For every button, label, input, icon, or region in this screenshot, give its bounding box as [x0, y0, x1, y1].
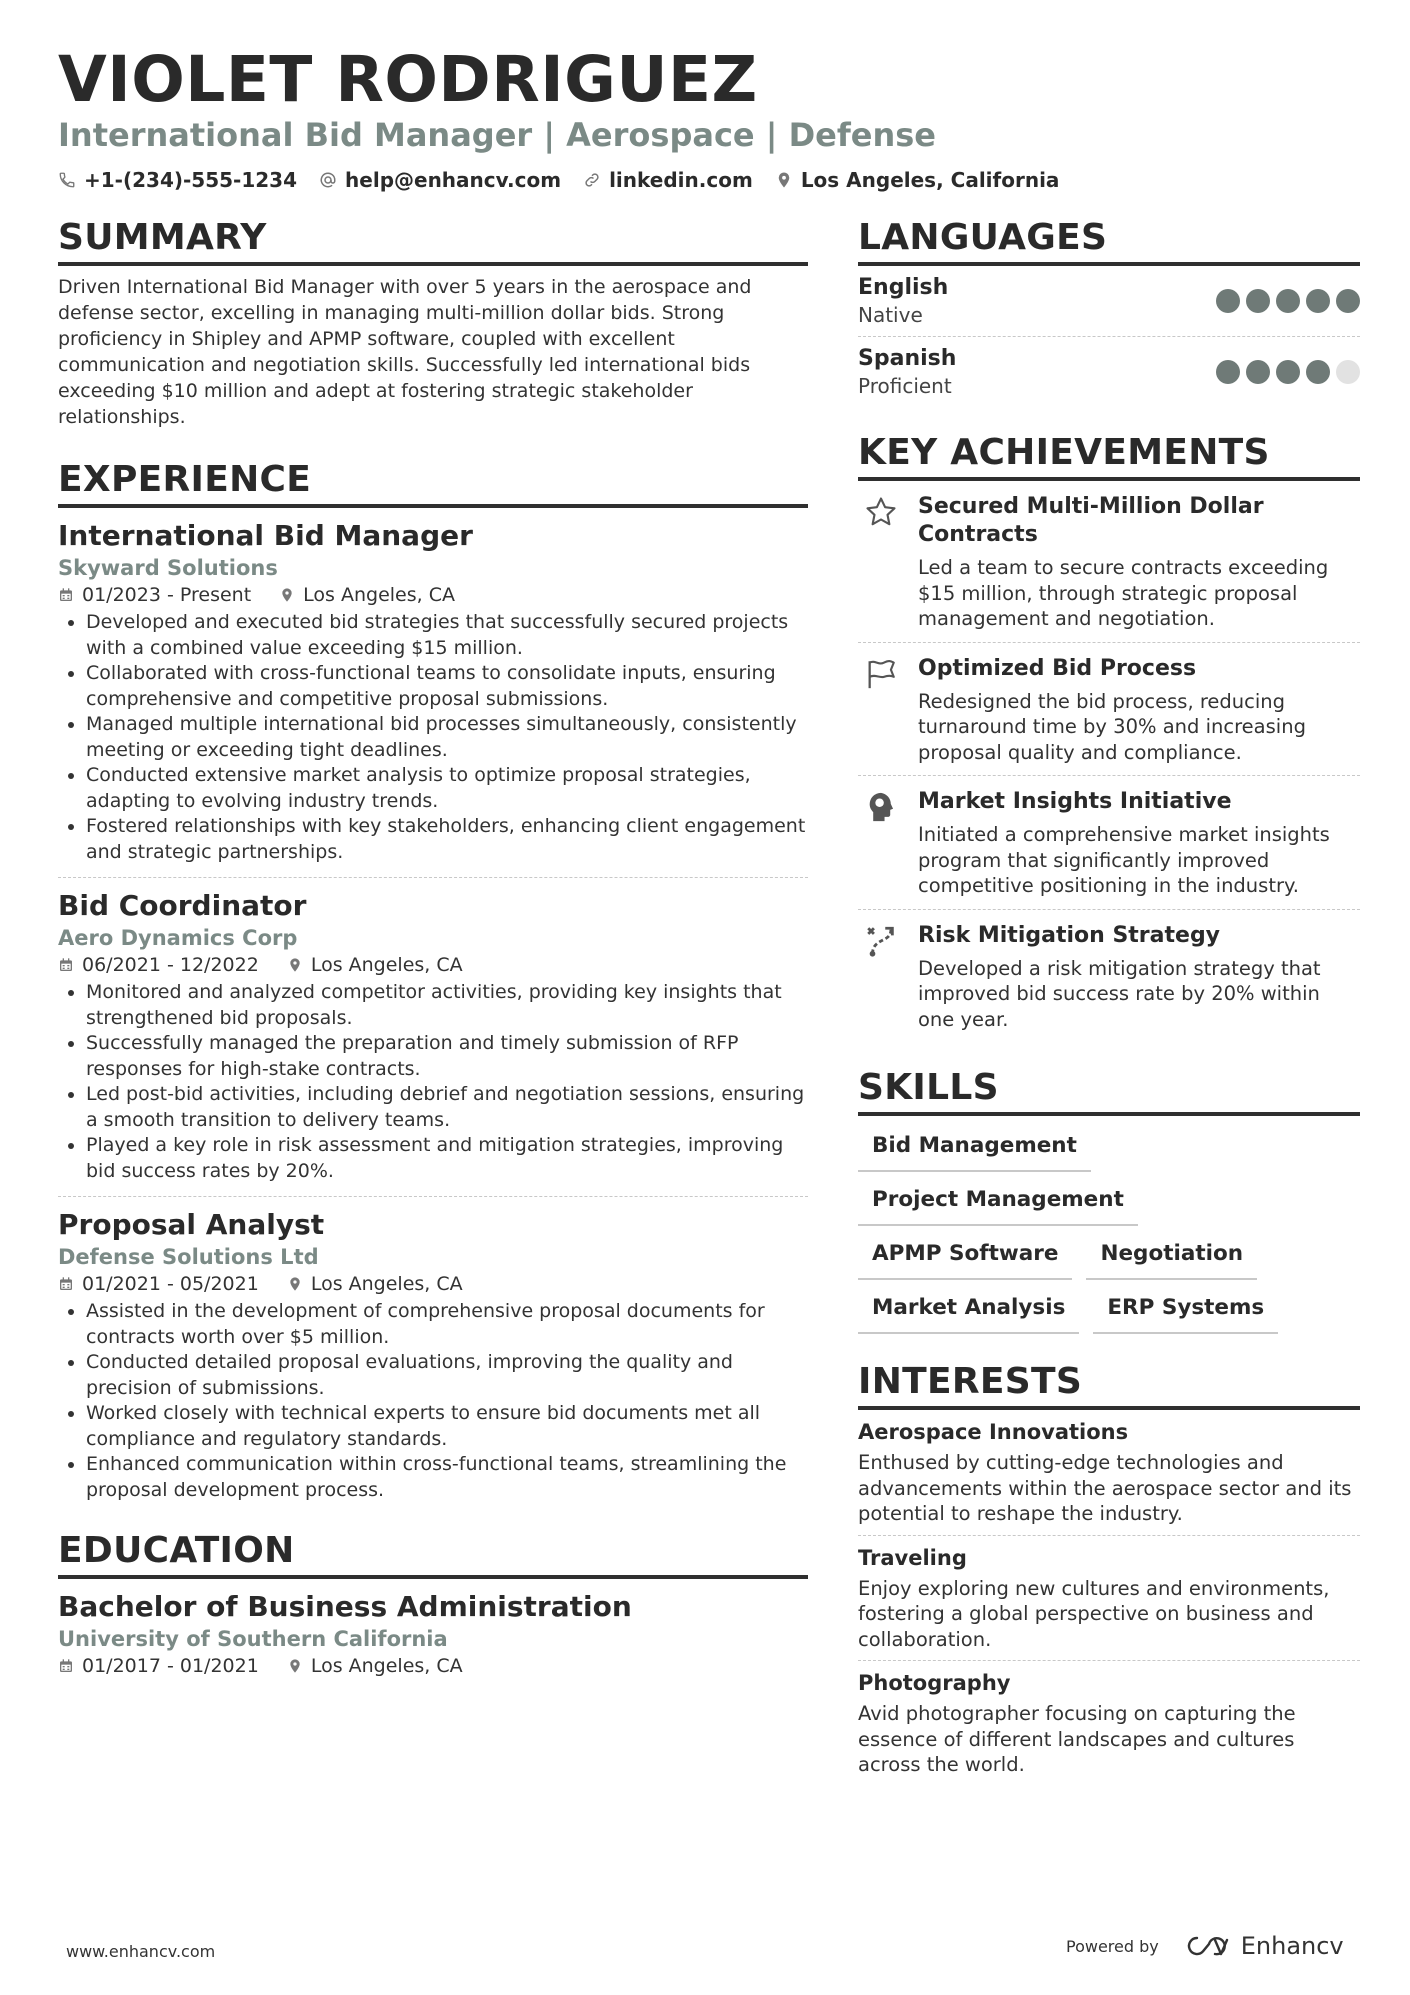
achievements-section — [858, 431, 1360, 1042]
job-dates — [58, 1273, 259, 1295]
language-rating — [1216, 360, 1360, 384]
education-dates — [58, 1655, 259, 1677]
school-name: University of Southern California — [58, 1627, 448, 1651]
strategy-icon — [864, 924, 898, 958]
calendar-icon — [58, 1276, 74, 1292]
achievement-item — [858, 643, 1360, 777]
bullet: • Assisted in the development of comprehensive proposal documents for contracts worth over $5 million. — [86, 1299, 808, 1350]
achievement-title: Optimized Bid Process — [918, 655, 1197, 681]
location-icon — [287, 1658, 303, 1674]
footer-branding — [1066, 1932, 1344, 1960]
rating-dot-filled — [1246, 289, 1270, 313]
job-bullets — [58, 1299, 808, 1503]
bullet: • Conducted extensive market analysis to optimize proposal strategies, adapting to evolving industry trends. — [86, 763, 808, 814]
achievement-title: Risk Mitigation Strategy — [918, 922, 1221, 948]
job-title: Proposal Analyst — [58, 1208, 325, 1241]
bullet: • Worked closely with technical experts to ensure bid documents met all compliance and regulatory standards. — [86, 1401, 808, 1452]
experience-section — [58, 458, 808, 1515]
interest-title: Photography — [858, 1671, 1011, 1695]
experience-title: EXPERIENCE — [58, 458, 808, 508]
contact-location — [775, 168, 1060, 192]
education-meta — [58, 1655, 808, 1677]
job-location-text: Los Angeles, CA — [310, 1273, 463, 1295]
location-icon — [287, 1276, 303, 1292]
job-dates — [58, 584, 251, 606]
rating-dot-filled — [1216, 360, 1240, 384]
phone-icon — [58, 171, 76, 189]
language-name: Spanish — [858, 346, 957, 371]
bullet: • Managed multiple international bid processes simultaneously, consistently meeting or exceeding tight deadlines. — [86, 712, 808, 763]
job-location — [279, 584, 455, 606]
skill-tag: Project Management — [858, 1178, 1138, 1226]
language-name: English — [858, 275, 949, 300]
bullet: • Monitored and analyzed competitor activities, providing key insights that strengthened bid proposals. — [86, 980, 808, 1031]
company-name: Defense Solutions Ltd — [58, 1245, 319, 1269]
achievement-desc: Redesigned the bid process, reducing turnaround time by 30% and increasing proposal quality and compliance. — [918, 689, 1306, 764]
contact-location-text: Los Angeles, California — [800, 168, 1060, 192]
education-dates-text: 01/2017 - 01/2021 — [82, 1655, 259, 1677]
job-location-text: Los Angeles, CA — [303, 584, 455, 606]
company-name: Skyward Solutions — [58, 556, 278, 580]
left-column — [58, 216, 808, 1721]
contact-phone-text: +1-(234)-555-1234 — [84, 168, 298, 192]
job-dates-text: 06/2021 - 12/2022 — [82, 954, 259, 976]
skills-list — [858, 1116, 1360, 1334]
link-icon — [583, 171, 601, 189]
experience-item — [58, 878, 808, 1197]
location-icon — [279, 587, 295, 603]
interest-desc: Enjoy exploring new cultures and environments, fostering a global perspective on business and collaboration. — [858, 1576, 1330, 1651]
job-title: Bid Coordinator — [58, 889, 307, 922]
rating-dot-filled — [1306, 360, 1330, 384]
rating-dot-filled — [1306, 289, 1330, 313]
interests-section — [858, 1360, 1360, 1786]
brand-name: Enhancv — [1240, 1932, 1344, 1960]
interest-item — [858, 1536, 1360, 1662]
contact-phone[interactable] — [58, 168, 297, 192]
interest-desc: Enthused by cutting-edge technologies and advancements within the aerospace sector and its potential to reshape the industry. — [858, 1451, 1352, 1525]
job-title: International Bid Manager — [58, 519, 473, 552]
education-section — [58, 1529, 808, 1693]
summary-section — [58, 216, 808, 430]
language-level: Proficient — [858, 374, 952, 398]
achievement-item — [858, 910, 1360, 1043]
skills-title: SKILLS — [858, 1066, 1360, 1116]
bullet: • Enhanced communication within cross-functional teams, streamlining the proposal development process. — [86, 1452, 808, 1503]
location-icon — [287, 957, 303, 973]
interest-title: Aerospace Innovations — [858, 1420, 1129, 1444]
interest-item — [858, 1410, 1360, 1536]
rating-dot-filled — [1336, 289, 1360, 313]
job-location — [287, 1273, 463, 1295]
location-icon — [775, 171, 793, 189]
education-location — [287, 1655, 463, 1677]
interest-desc: Avid photographer focusing on capturing the essence of different landscapes and cultures across the world. — [858, 1702, 1296, 1776]
summary-title: SUMMARY — [58, 216, 808, 266]
bullet: • Successfully managed the preparation and timely submission of RFP responses for high-stake contracts. — [86, 1031, 808, 1082]
skill-tag: ERP Systems — [1093, 1286, 1278, 1334]
skill-tag: Negotiation — [1086, 1232, 1257, 1280]
bullet: • Led post-bid activities, including debrief and negotiation sessions, ensuring a smooth transition to delivery teams. — [86, 1082, 808, 1133]
rating-dot-empty — [1336, 360, 1360, 384]
achievement-title: Market Insights Initiative — [918, 789, 1232, 814]
contact-linkedin[interactable] — [583, 168, 753, 192]
language-level: Native — [858, 303, 923, 327]
footer-website[interactable]: www.enhancv.com — [66, 1942, 216, 1961]
calendar-icon — [58, 587, 74, 603]
at-icon — [319, 171, 337, 189]
experience-item — [58, 1197, 808, 1515]
bullet: • Conducted detailed proposal evaluations, improving the quality and precision of submissions. — [86, 1350, 808, 1401]
flag-icon — [864, 657, 898, 691]
headline: International Bid Manager | Aerospace | Defense — [58, 116, 936, 154]
rating-dot-filled — [1246, 360, 1270, 384]
skill-tag: APMP Software — [858, 1232, 1072, 1280]
achievement-item — [858, 481, 1360, 643]
rating-dot-filled — [1216, 289, 1240, 313]
powered-by-label: Powered by — [1066, 1936, 1159, 1956]
language-item — [858, 337, 1360, 407]
job-dates-text: 01/2023 - Present — [82, 584, 252, 606]
experience-item — [58, 508, 808, 878]
languages-section — [858, 216, 1360, 407]
job-meta — [58, 1273, 808, 1295]
interest-item — [858, 1661, 1360, 1786]
summary-text: Driven International Bid Manager with over 5 years in the aerospace and defense sector, excelling in managing multi-million dollar bids. Strong proficiency in Shipley and APMP software, coupled with excellent communication and negotiation skills. Successfully led international bids exceeding $10 million and adept at fostering strategic stakeholder relationships. — [58, 276, 752, 428]
company-name: Aero Dynamics Corp — [58, 926, 298, 950]
language-rating — [1216, 289, 1360, 313]
job-location-text: Los Angeles, CA — [310, 954, 463, 976]
achievement-desc: Led a team to secure contracts exceeding $15 million, through strategic proposal management and negotiation. — [918, 556, 1329, 630]
candidate-name: VIOLET RODRIGUEZ — [58, 43, 758, 116]
language-item — [858, 266, 1360, 337]
job-meta — [58, 584, 808, 606]
calendar-icon — [58, 1658, 74, 1674]
bullet: • Collaborated with cross-functional teams to consolidate inputs, ensuring comprehensive and competitive proposal submissions. — [86, 661, 808, 712]
languages-title: LANGUAGES — [858, 216, 1360, 266]
education-title: EDUCATION — [58, 1529, 808, 1579]
star-icon — [864, 495, 898, 529]
job-dates-text: 01/2021 - 05/2021 — [82, 1273, 259, 1295]
contact-linkedin-text: linkedin.com — [609, 168, 753, 192]
achievement-item — [858, 776, 1360, 910]
achievement-title: Secured Multi-Million Dollar Contracts — [918, 494, 1264, 547]
skill-tag: Bid Management — [858, 1124, 1091, 1172]
skills-section — [858, 1066, 1360, 1334]
bullet: • Fostered relationships with key stakeholders, enhancing client engagement and strategic partnerships. — [86, 814, 808, 865]
bullet: • Developed and executed bid strategies that successfully secured projects with a combined value exceeding $15 million. — [86, 610, 808, 661]
job-bullets — [58, 610, 808, 865]
degree: Bachelor of Business Administration — [58, 1590, 632, 1623]
rating-dot-filled — [1276, 289, 1300, 313]
education-item — [58, 1579, 808, 1693]
achievement-desc: Developed a risk mitigation strategy that improved bid success rate by 20% within one year. — [918, 956, 1321, 1031]
job-dates — [58, 954, 259, 976]
skill-tag: Market Analysis — [858, 1286, 1079, 1334]
education-location-text: Los Angeles, CA — [310, 1655, 463, 1677]
interests-title: INTERESTS — [858, 1360, 1360, 1410]
contact-bar — [58, 168, 1059, 192]
calendar-icon — [58, 957, 74, 973]
job-bullets — [58, 980, 808, 1184]
job-location — [287, 954, 463, 976]
contact-email-text: help@enhancv.com — [345, 168, 562, 192]
job-meta — [58, 954, 808, 976]
contact-email[interactable] — [319, 168, 561, 192]
right-column — [858, 216, 1360, 1814]
achievement-desc: Initiated a comprehensive market insights program that significantly improved competitive positioning in the industry. — [918, 823, 1330, 897]
rating-dot-filled — [1276, 360, 1300, 384]
enhancv-logo-icon — [1185, 1934, 1231, 1958]
bullet: • Played a key role in risk assessment and mitigation strategies, improving bid success rates by 20%. — [86, 1133, 808, 1184]
interest-title: Traveling — [858, 1545, 967, 1570]
achievements-title: KEY ACHIEVEMENTS — [858, 431, 1360, 481]
head-icon — [864, 790, 898, 824]
brand-logo[interactable] — [1185, 1932, 1344, 1960]
